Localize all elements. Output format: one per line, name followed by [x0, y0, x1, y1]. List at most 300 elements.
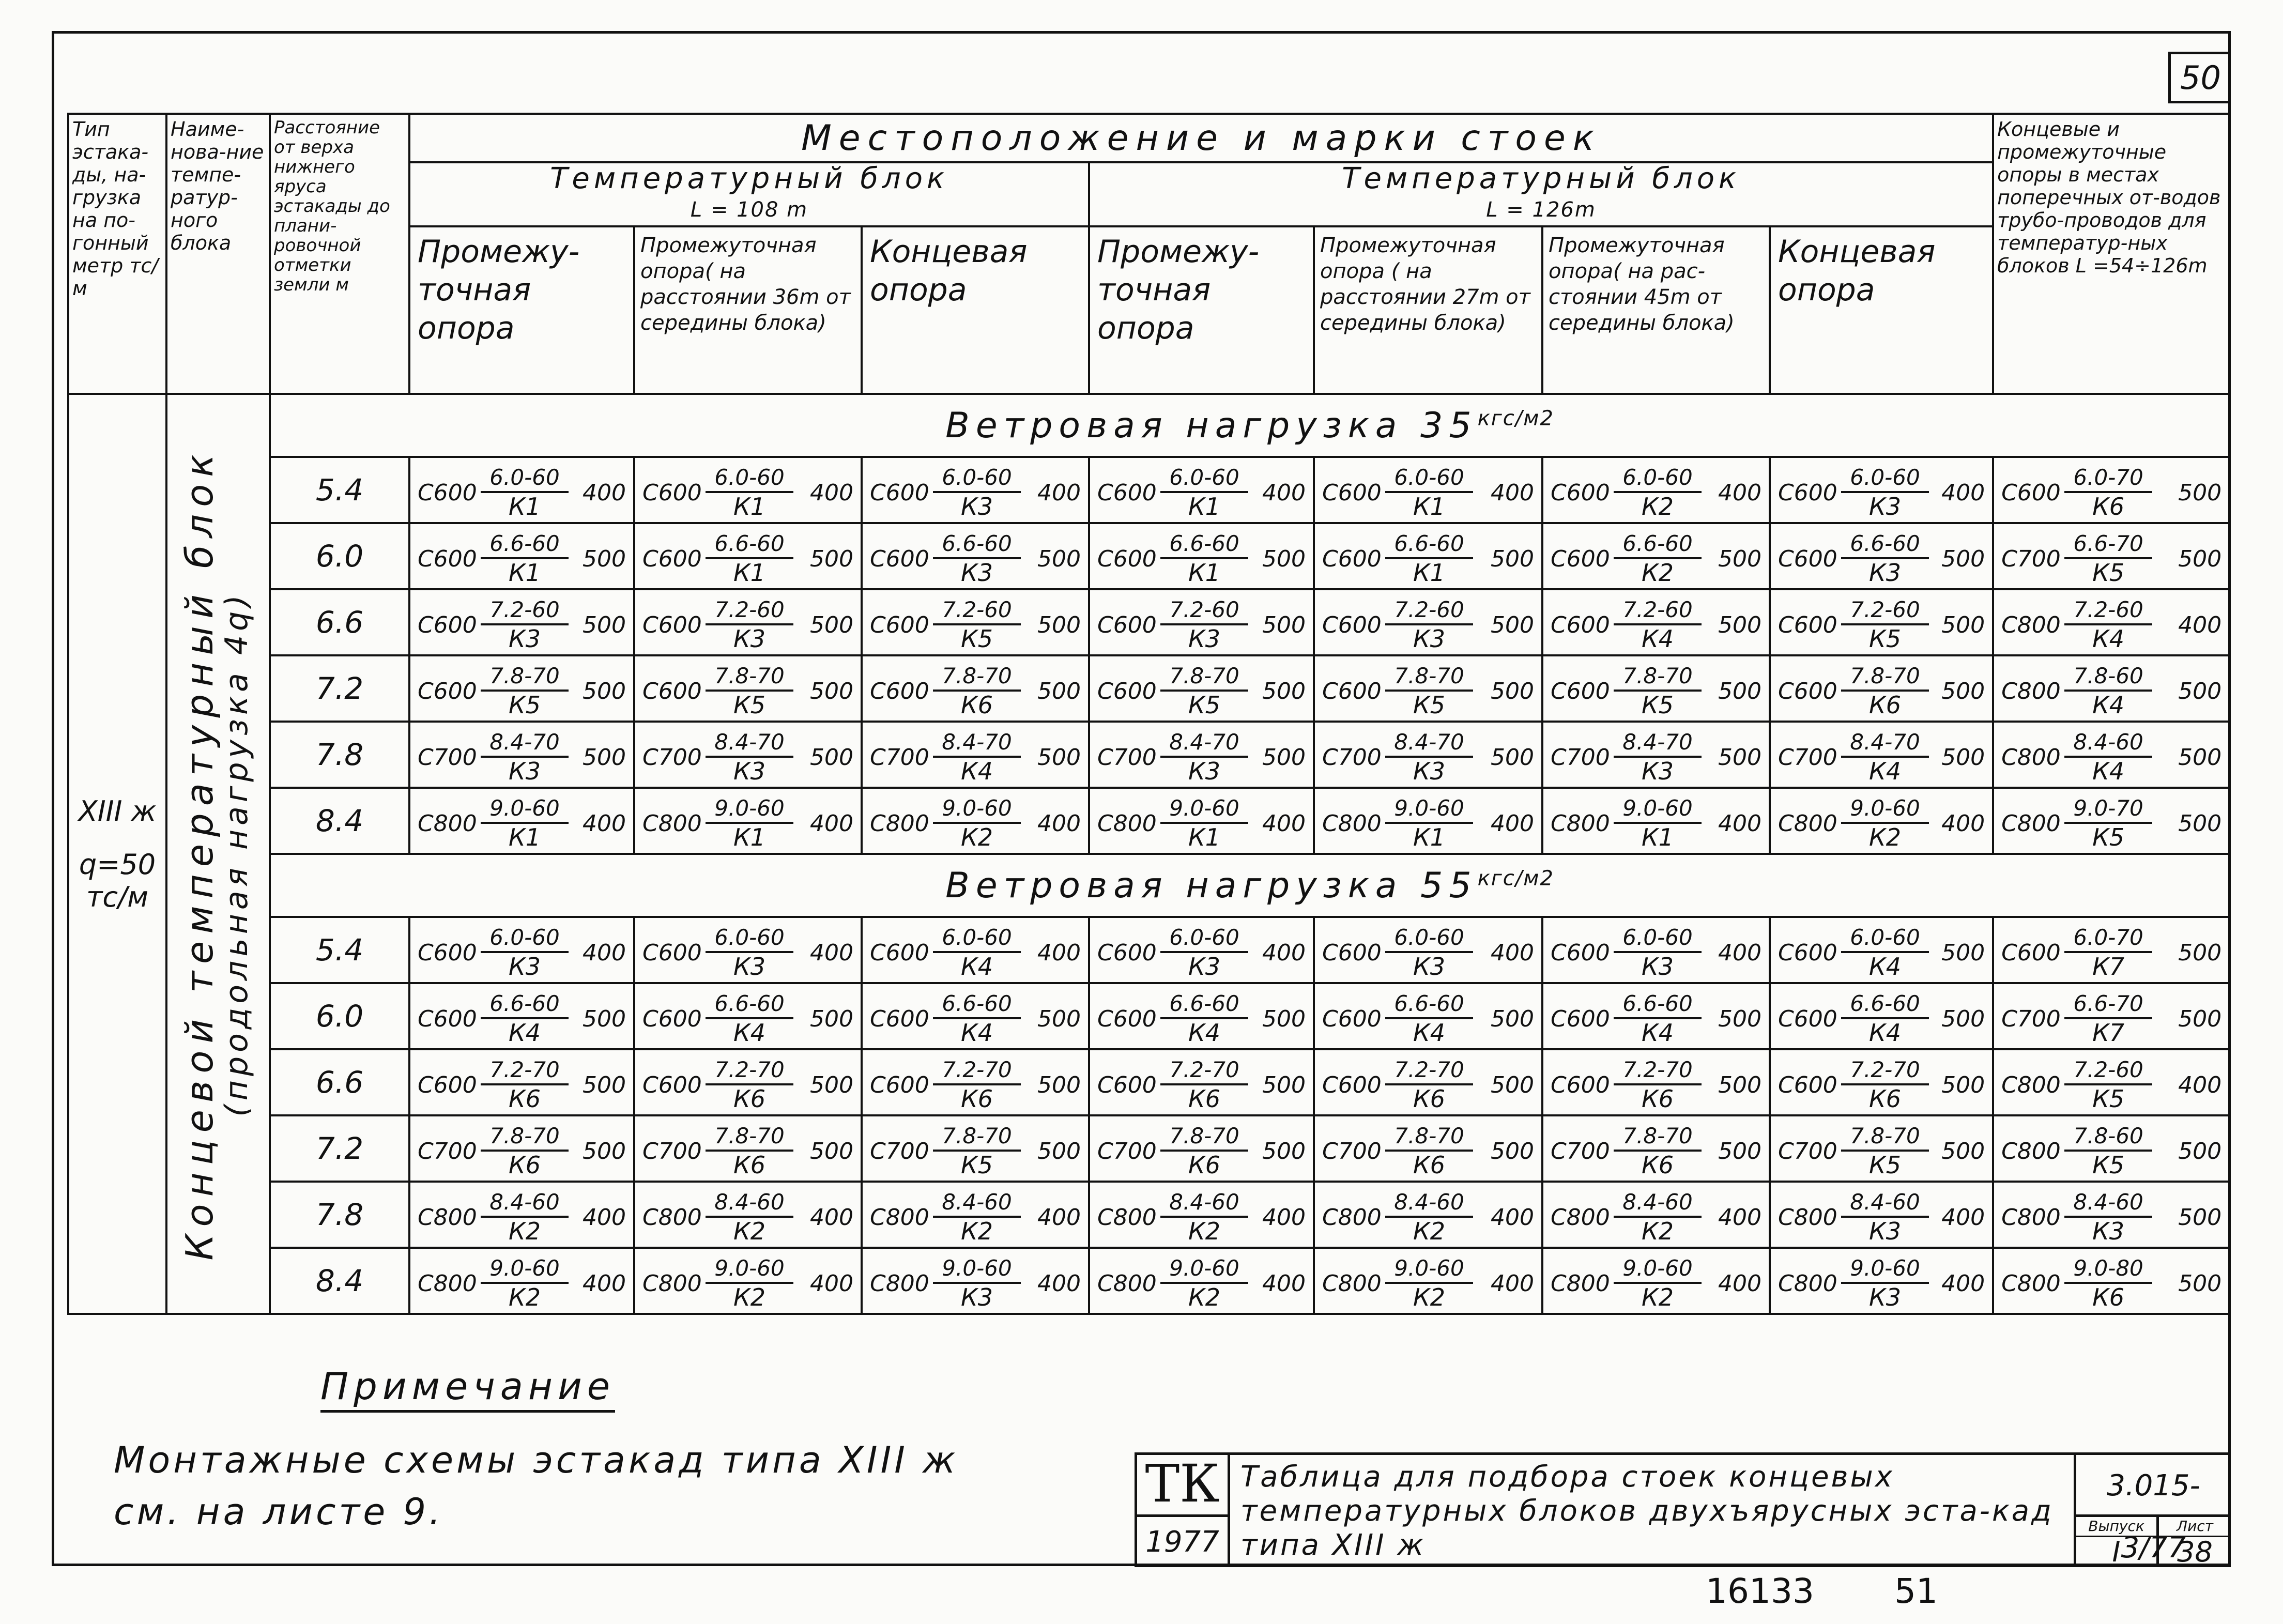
- mark-numerator: 9.0-80: [2064, 1256, 2152, 1284]
- mark-fraction: [481, 465, 569, 520]
- column-mark-cell: [1089, 1115, 1314, 1182]
- mark-numerator: 8.4-60: [1841, 1190, 1929, 1218]
- column-mark-cell: [1314, 1115, 1542, 1182]
- mark-numerator: 6.0-60: [481, 465, 569, 493]
- column-series: С600: [1322, 480, 1382, 506]
- column-series: С600: [870, 678, 929, 704]
- mark-fraction: [706, 925, 793, 980]
- column-mark-cell: [1314, 1182, 1542, 1248]
- mark-denominator: К5: [1413, 691, 1445, 719]
- column-suffix: 500: [1491, 678, 1534, 704]
- mark-fraction: [933, 465, 1021, 520]
- block-name-line-1: Концевой температурный блок: [178, 447, 221, 1261]
- mark-numerator: 8.4-60: [933, 1190, 1021, 1218]
- column-mark-cell: [1314, 589, 1542, 655]
- mark-fraction: [1614, 796, 1702, 851]
- mark-numerator: 6.6-70: [2064, 991, 2152, 1019]
- block-name-rotated: [178, 447, 255, 1261]
- column-mark-cell: [1993, 983, 2230, 1049]
- column-suffix: 500: [1718, 744, 1761, 771]
- mark-denominator: К4: [1413, 1019, 1445, 1047]
- mark-fraction: [1385, 1256, 1473, 1311]
- mark-numerator: 9.0-60: [933, 1256, 1021, 1284]
- mark-denominator: К1: [733, 559, 765, 587]
- mark-numerator: 7.2-60: [1841, 597, 1929, 625]
- mark-numerator: 7.8-70: [706, 1124, 793, 1152]
- column-mark-cell: [634, 1248, 862, 1314]
- column-series: С600: [1097, 940, 1157, 966]
- mark-denominator: К1: [509, 559, 541, 587]
- archive-number: 16133: [1706, 1571, 1814, 1611]
- column-mark-cell: [1993, 523, 2230, 589]
- mark-fraction: [2064, 1190, 2152, 1245]
- mark-numerator: 8.4-60: [1160, 1190, 1248, 1218]
- mark-denominator: К6: [733, 1085, 765, 1113]
- column-suffix: 400: [583, 480, 626, 506]
- title-block-title: Таблица для подбора стоек концевых температурных блоков двухъярусных эста-кад типа XIII ж: [1240, 1460, 2054, 1562]
- mark-fraction: [481, 796, 569, 851]
- column-series: С800: [1097, 1270, 1157, 1297]
- block-name-line-2: (продольная нагрузка 4q): [219, 591, 255, 1117]
- column-mark-cell: [1770, 1248, 1993, 1314]
- column-mark-cell: [1770, 983, 1993, 1049]
- mark-numerator: 6.0-60: [1160, 465, 1248, 493]
- mark-denominator: К1: [1413, 493, 1445, 520]
- column-suffix: 500: [1941, 1006, 1985, 1032]
- column-mark-cell: [409, 457, 634, 523]
- column-series: С700: [1778, 744, 1837, 771]
- mark-fraction: [2064, 796, 2152, 851]
- column-series: С600: [418, 940, 477, 966]
- sheet-value: 38: [2177, 1536, 2213, 1568]
- header-location-title: Местоположение и марки стоек: [409, 114, 1993, 162]
- column-mark-cell: [1770, 589, 1993, 655]
- mark-denominator: К2: [733, 1217, 765, 1245]
- mark-fraction: [706, 796, 793, 851]
- mark-denominator: К2: [509, 1217, 541, 1245]
- column-suffix: 400: [810, 1270, 853, 1297]
- mark-numerator: 7.8-70: [481, 1124, 569, 1152]
- column-series: С600: [870, 940, 929, 966]
- column-suffix: 500: [1262, 546, 1306, 572]
- mark-fraction: [1160, 597, 1248, 652]
- column-suffix: 500: [1941, 1138, 1985, 1165]
- column-mark-cell: [634, 1115, 862, 1182]
- column-mark-cell: [409, 1182, 634, 1248]
- mark-denominator: К3: [1188, 625, 1220, 653]
- mark-fraction: [481, 991, 569, 1046]
- mark-numerator: 6.0-60: [1841, 465, 1929, 493]
- column-suffix: 500: [1491, 1006, 1534, 1032]
- mark-numerator: 6.6-60: [1841, 991, 1929, 1019]
- mark-denominator: К6: [509, 1151, 541, 1179]
- mark-fraction: [1841, 925, 1929, 980]
- column-series: С800: [1778, 810, 1837, 837]
- column-mark-cell: [1089, 983, 1314, 1049]
- mark-denominator: К4: [2092, 757, 2125, 785]
- mark-numerator: 7.8-70: [706, 664, 793, 692]
- mark-fraction: [933, 1124, 1021, 1178]
- mark-numerator: 7.2-70: [1385, 1058, 1473, 1085]
- mark-fraction: [481, 1190, 569, 1245]
- mark-numerator: 8.4-70: [933, 730, 1021, 758]
- mark-numerator: 6.6-60: [481, 991, 569, 1019]
- column-series: С800: [2001, 1270, 2061, 1297]
- mark-numerator: 8.4-60: [706, 1190, 793, 1218]
- mark-numerator: 8.4-70: [1841, 730, 1929, 758]
- note-text: [114, 1434, 958, 1538]
- mark-denominator: К7: [2092, 953, 2125, 980]
- mark-denominator: К5: [1188, 691, 1220, 719]
- column-series: С600: [1097, 546, 1157, 572]
- mark-denominator: К5: [961, 1151, 993, 1179]
- column-series: С600: [418, 546, 477, 572]
- mark-numerator: 6.6-60: [706, 531, 793, 559]
- mark-fraction: [2064, 1124, 2152, 1178]
- column-mark-cell: [1542, 722, 1770, 788]
- column-suffix: 400: [2178, 1072, 2222, 1098]
- column-mark-cell: [409, 722, 634, 788]
- mark-fraction: [933, 664, 1021, 718]
- mark-fraction: [1160, 991, 1248, 1046]
- mark-numerator: 6.6-70: [2064, 531, 2152, 559]
- mark-denominator: К3: [1188, 953, 1220, 980]
- mark-numerator: 8.4-60: [1385, 1190, 1473, 1218]
- note-title: Примечание: [320, 1365, 615, 1413]
- column-mark-cell: [1542, 457, 1770, 523]
- mark-fraction: [1841, 1058, 1929, 1112]
- column-series: С700: [1778, 1138, 1837, 1165]
- height-cell: 8.4: [270, 1248, 409, 1314]
- column-series: С600: [1322, 1072, 1382, 1098]
- column-suffix: 400: [583, 1204, 626, 1231]
- mark-numerator: 6.0-60: [1614, 925, 1702, 953]
- mark-fraction: [2064, 664, 2152, 718]
- mark-fraction: [1160, 730, 1248, 785]
- wind-row: [68, 394, 2230, 457]
- column-series: С600: [1778, 678, 1837, 704]
- column-suffix: 400: [1491, 1204, 1534, 1231]
- subheader-intermediate-36m: Промежуточная опора( на расстоянии 36m от середины блока): [634, 226, 862, 394]
- mark-fraction: [2064, 1256, 2152, 1311]
- column-mark-cell: [1770, 655, 1993, 722]
- column-mark-cell: [1089, 523, 1314, 589]
- mark-numerator: 7.8-70: [933, 664, 1021, 692]
- column-series: С600: [642, 1006, 702, 1032]
- column-suffix: 400: [1718, 1270, 1761, 1297]
- subheader-intermediate-45m: Промежуточная опора( на рас-стоянии 45m от середины блока): [1542, 226, 1770, 394]
- mark-fraction: [2064, 1058, 2152, 1112]
- column-suffix: 400: [1941, 1204, 1985, 1231]
- mark-denominator: К1: [1188, 823, 1220, 851]
- mark-fraction: [1385, 465, 1473, 520]
- column-series: С800: [1551, 1270, 1610, 1297]
- column-series: С600: [1778, 612, 1837, 638]
- column-series: С700: [1097, 1138, 1157, 1165]
- column-suffix: 400: [2178, 612, 2222, 638]
- column-suffix: 500: [1037, 744, 1081, 771]
- mark-fraction: [1160, 1256, 1248, 1311]
- mark-numerator: 8.4-60: [1614, 1190, 1702, 1218]
- mark-fraction: [1841, 597, 1929, 652]
- column-series: С600: [418, 612, 477, 638]
- column-series: С700: [1551, 744, 1610, 771]
- mark-denominator: К1: [1642, 823, 1674, 851]
- column-mark-cell: [1542, 788, 1770, 854]
- column-mark-cell: [1089, 1248, 1314, 1314]
- column-series: С600: [870, 612, 929, 638]
- mark-numerator: 7.2-70: [933, 1058, 1021, 1085]
- column-series: С800: [2001, 744, 2061, 771]
- mark-fraction: [481, 925, 569, 980]
- mark-numerator: 6.0-60: [1614, 465, 1702, 493]
- mark-numerator: 9.0-60: [1160, 1256, 1248, 1284]
- column-series: С800: [1097, 1204, 1157, 1231]
- mark-numerator: 6.6-60: [1385, 991, 1473, 1019]
- mark-denominator: К4: [1869, 1019, 1901, 1047]
- mark-fraction: [481, 597, 569, 652]
- wind-load-unit-exp: 2: [1540, 866, 1554, 890]
- mark-denominator: К3: [1413, 625, 1445, 653]
- column-mark-cell: [1314, 457, 1542, 523]
- column-suffix: 400: [1262, 480, 1306, 506]
- column-suffix: 400: [1491, 480, 1534, 506]
- wind-load-header: [270, 854, 2230, 917]
- mark-fraction: [1385, 1124, 1473, 1178]
- height-cell: 5.4: [270, 457, 409, 523]
- mark-numerator: 7.8-70: [1841, 1124, 1929, 1152]
- column-suffix: 500: [810, 1072, 853, 1098]
- column-series: С600: [418, 1006, 477, 1032]
- mark-numerator: 9.0-70: [2064, 796, 2152, 824]
- mark-numerator: 9.0-60: [706, 796, 793, 824]
- mark-denominator: К3: [733, 625, 765, 653]
- column-suffix: 400: [1718, 1204, 1761, 1231]
- column-suffix: 500: [2178, 744, 2222, 771]
- column-mark-cell: [409, 1115, 634, 1182]
- column-mark-cell: [862, 523, 1089, 589]
- column-series: С800: [2001, 1138, 2061, 1165]
- column-series: С600: [1551, 940, 1610, 966]
- title-block-sheet: [2156, 1517, 2231, 1567]
- column-mark-cell: [1089, 589, 1314, 655]
- mark-numerator: 6.0-60: [481, 925, 569, 953]
- column-mark-cell: [1314, 523, 1542, 589]
- column-suffix: 500: [1941, 546, 1985, 572]
- mark-fraction: [1385, 531, 1473, 586]
- mark-denominator: К3: [1642, 953, 1674, 980]
- column-series: С800: [1551, 1204, 1610, 1231]
- mark-fraction: [1385, 730, 1473, 785]
- mark-denominator: К5: [2092, 1151, 2125, 1179]
- selection-table: [67, 113, 2231, 1315]
- column-mark-cell: [1993, 655, 2230, 722]
- mark-fraction: [1385, 664, 1473, 718]
- mark-numerator: 6.0-70: [2064, 465, 2152, 493]
- column-mark-cell: [1993, 1248, 2230, 1314]
- column-mark-cell: [409, 589, 634, 655]
- mark-fraction: [1385, 1058, 1473, 1112]
- column-suffix: 500: [1941, 612, 1985, 638]
- table-row: [68, 1182, 2230, 1248]
- height-cell: 8.4: [270, 788, 409, 854]
- column-suffix: 500: [583, 1072, 626, 1098]
- column-suffix: 500: [1037, 1072, 1081, 1098]
- column-mark-cell: [409, 523, 634, 589]
- mark-denominator: К4: [1869, 757, 1901, 785]
- column-series: С700: [418, 1138, 477, 1165]
- column-mark-cell: [1542, 917, 1770, 983]
- table-row: [68, 1248, 2230, 1314]
- mark-denominator: К3: [1869, 493, 1901, 520]
- column-suffix: 500: [1262, 1072, 1306, 1098]
- title-block-year: 1977: [1137, 1517, 1230, 1567]
- column-mark-cell: [1993, 722, 2230, 788]
- column-suffix: 500: [810, 1138, 853, 1165]
- column-suffix: 500: [1491, 1138, 1534, 1165]
- note-line-2: см. на листе 9.: [114, 1491, 444, 1533]
- column-mark-cell: [1089, 655, 1314, 722]
- column-suffix: 500: [583, 546, 626, 572]
- mark-fraction: [1385, 1190, 1473, 1245]
- mark-numerator: 7.8-70: [1385, 664, 1473, 692]
- column-series: С600: [642, 678, 702, 704]
- mark-denominator: К3: [509, 757, 541, 785]
- table-row: [68, 655, 2230, 722]
- column-series: С800: [2001, 678, 2061, 704]
- column-series: С700: [2001, 1006, 2061, 1032]
- mark-numerator: 9.0-60: [481, 796, 569, 824]
- column-suffix: 400: [1037, 480, 1081, 506]
- mark-numerator: 8.4-60: [481, 1190, 569, 1218]
- mark-fraction: [1385, 796, 1473, 851]
- mark-fraction: [1385, 597, 1473, 652]
- mark-numerator: 7.8-60: [2064, 664, 2152, 692]
- column-suffix: 400: [1718, 480, 1761, 506]
- mark-denominator: К2: [1413, 1217, 1445, 1245]
- column-series: С600: [1097, 612, 1157, 638]
- column-mark-cell: [1770, 788, 1993, 854]
- mark-fraction: [1841, 664, 1929, 718]
- column-suffix: 500: [1491, 546, 1534, 572]
- table-row: [68, 589, 2230, 655]
- wind-load-unit: [1478, 406, 1554, 430]
- column-suffix: 500: [1718, 678, 1761, 704]
- column-series: С600: [1551, 1006, 1610, 1032]
- table-row: [68, 1115, 2230, 1182]
- mark-denominator: К5: [1869, 1151, 1901, 1179]
- mark-denominator: К2: [1188, 1217, 1220, 1245]
- column-suffix: 400: [1262, 1270, 1306, 1297]
- mark-denominator: К5: [961, 625, 993, 653]
- column-series: С600: [1551, 612, 1610, 638]
- column-mark-cell: [862, 457, 1089, 523]
- column-suffix: 500: [810, 744, 853, 771]
- column-series: С600: [642, 940, 702, 966]
- column-series: С600: [1322, 1006, 1382, 1032]
- column-suffix: 500: [1491, 744, 1534, 771]
- mark-fraction: [706, 1058, 793, 1112]
- mark-fraction: [1614, 925, 1702, 980]
- column-suffix: 400: [810, 1204, 853, 1231]
- mark-denominator: К1: [733, 823, 765, 851]
- height-cell: 7.2: [270, 1115, 409, 1182]
- column-suffix: 500: [1262, 678, 1306, 704]
- column-series: С700: [2001, 546, 2061, 572]
- mark-fraction: [1385, 991, 1473, 1046]
- column-series: С600: [1551, 678, 1610, 704]
- column-series: С700: [870, 1138, 929, 1165]
- column-series: С600: [1097, 678, 1157, 704]
- column-series: С600: [1322, 612, 1382, 638]
- mark-denominator: К2: [961, 823, 993, 851]
- mark-denominator: К5: [1869, 625, 1901, 653]
- mark-denominator: К3: [961, 1283, 993, 1311]
- mark-fraction: [1160, 925, 1248, 980]
- wind-load-unit-exp: 2: [1540, 406, 1554, 430]
- mark-denominator: К3: [1413, 757, 1445, 785]
- mark-numerator: 7.2-70: [706, 1058, 793, 1085]
- mark-denominator: К3: [509, 953, 541, 980]
- column-mark-cell: [634, 788, 862, 854]
- column-series: С600: [418, 678, 477, 704]
- table-row: [68, 523, 2230, 589]
- mark-denominator: К3: [1869, 559, 1901, 587]
- column-series: С800: [418, 810, 477, 837]
- mark-fraction: [1841, 1190, 1929, 1245]
- column-series: С700: [642, 744, 702, 771]
- header-end-supports-column: Концевые и промежуточные опоры в местах поперечных от-водов трубо-проводов для температур-ных блоков L =54÷126m: [1993, 114, 2230, 394]
- block-name-cell: [166, 394, 270, 1314]
- mark-denominator: К6: [509, 1085, 541, 1113]
- column-mark-cell: [1542, 1248, 1770, 1314]
- mark-numerator: 6.0-70: [2064, 925, 2152, 953]
- subheader-intermediate-27m: Промежуточная опора ( на расстоянии 27m от середины блока): [1314, 226, 1542, 394]
- mark-numerator: 6.6-60: [1841, 531, 1929, 559]
- block-126-title: Температурный блок: [1342, 162, 1740, 195]
- column-suffix: 400: [1718, 810, 1761, 837]
- wind-load-text: Ветровая нагрузка 55: [945, 865, 1478, 906]
- mark-fraction: [481, 730, 569, 785]
- header-block-126: [1089, 162, 1993, 226]
- column-mark-cell: [409, 788, 634, 854]
- column-mark-cell: [1089, 457, 1314, 523]
- column-suffix: 500: [2178, 1006, 2222, 1032]
- mark-fraction: [933, 730, 1021, 785]
- mark-fraction: [1614, 730, 1702, 785]
- column-suffix: 500: [1941, 1072, 1985, 1098]
- mark-fraction: [2064, 925, 2152, 980]
- mark-numerator: 7.2-60: [1385, 597, 1473, 625]
- sheet-label: Лист: [2159, 1517, 2231, 1537]
- column-mark-cell: [409, 1049, 634, 1115]
- table-row: [68, 457, 2230, 523]
- column-suffix: 400: [810, 940, 853, 966]
- mark-fraction: [933, 1256, 1021, 1311]
- type-cell: [68, 394, 166, 1314]
- height-cell: 5.4: [270, 917, 409, 983]
- column-mark-cell: [862, 589, 1089, 655]
- column-series: С600: [642, 546, 702, 572]
- height-cell: 7.8: [270, 1182, 409, 1248]
- mark-numerator: 7.2-70: [1841, 1058, 1929, 1085]
- column-mark-cell: [862, 983, 1089, 1049]
- mark-denominator: К3: [1413, 953, 1445, 980]
- mark-denominator: К2: [1642, 1217, 1674, 1245]
- column-suffix: 500: [1941, 744, 1985, 771]
- column-suffix: 400: [1037, 1270, 1081, 1297]
- column-mark-cell: [1993, 457, 2230, 523]
